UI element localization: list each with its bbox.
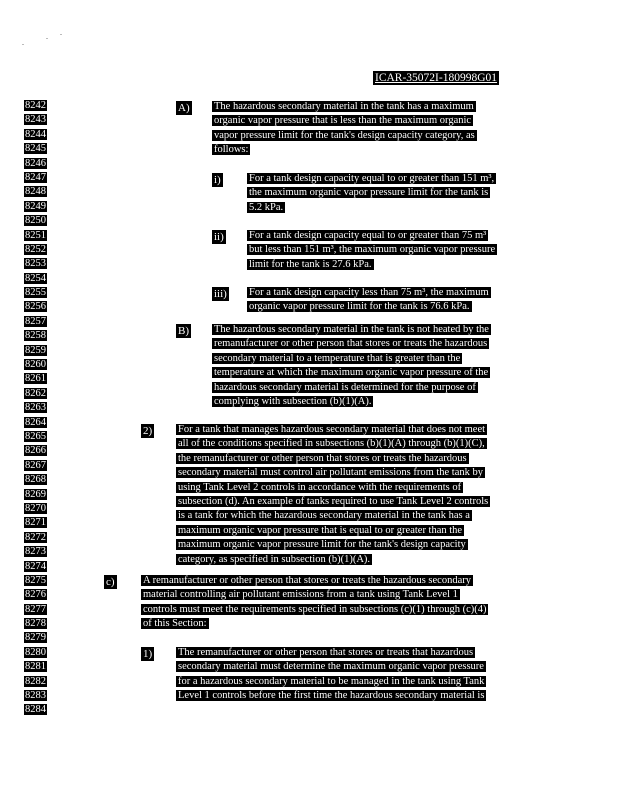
text-line: is a tank for which the hazardous secondary material in the tank has a (178, 510, 470, 522)
line-number: 8281 (25, 661, 46, 673)
text-line: For a tank design capacity equal to or greater than 151 m³, (249, 173, 495, 184)
text-line: controls must meet the requirements specified in subsections (c)(1) through (c)(4) (143, 603, 487, 615)
line-number: 8270 (25, 502, 46, 514)
text-line: organic vapor pressure limit for the tank is 76.6 kPa. (249, 301, 470, 313)
line-number: 8278 (25, 618, 46, 630)
text-line: Level 1 controls before the first time the hazardous secondary material is (178, 690, 485, 702)
text-line: for a hazardous secondary material to be managed in the tank using Tank (178, 675, 485, 687)
text-line: hazardous secondary material is determined for the purpose of (214, 381, 476, 393)
text-line: the remanufacturer or other person that stores or treats the hazardous (178, 452, 467, 464)
line-number: 8244 (25, 128, 46, 140)
line-number: 8266 (25, 445, 46, 457)
paragraph-i (247, 172, 496, 215)
text-line: 5.2 kPa. (249, 201, 284, 213)
paragraph-iii (247, 286, 491, 315)
line-number: 8247 (25, 171, 46, 183)
line-number: 8249 (25, 200, 46, 212)
line-number: 8271 (25, 517, 46, 529)
document-id-header: ICAR-35072I-180998G01 (375, 72, 498, 84)
text-line: subsection (d). An example of tanks required to use Tank Level 2 controls (178, 495, 489, 507)
text-line: A remanufacturer or other person that stores or treats the hazardous secondary (143, 575, 471, 586)
line-number: 8245 (25, 143, 46, 155)
line-number: 8248 (25, 186, 46, 198)
line-number: 8284 (25, 704, 46, 716)
scan-speck (46, 38, 48, 39)
line-number: 8263 (25, 402, 46, 414)
line-number: 8256 (25, 301, 46, 313)
text-line: the maximum organic vapor pressure limit for the tank is (249, 187, 489, 199)
line-number: 8246 (25, 157, 46, 169)
text-line: category, as specified in subsection (b)(1)(A). (178, 553, 371, 565)
section-label-ii: ii) (214, 231, 224, 243)
line-number: 8258 (25, 330, 46, 342)
text-line: For a tank that manages hazardous secondary material that does not meet (178, 424, 486, 435)
line-number: 8268 (25, 474, 46, 486)
text-line: organic vapor pressure that is less than the maximum organic (214, 115, 472, 127)
paragraph-B (212, 323, 491, 409)
line-number-gutter (24, 99, 54, 718)
line-number: 8269 (25, 488, 46, 500)
line-number: 8283 (25, 690, 46, 702)
scan-speck (22, 44, 24, 45)
line-number: 8251 (25, 229, 46, 241)
line-number: 8254 (25, 272, 46, 284)
line-number: 8259 (25, 344, 46, 356)
text-line: limit for the tank is 27.6 kPa. (249, 258, 372, 270)
section-label-i: i) (214, 174, 221, 186)
line-number: 8282 (25, 675, 46, 687)
text-line: remanufacturer or other person that stores or treats the hazardous (214, 338, 488, 350)
line-number: 8250 (25, 215, 46, 227)
line-number: 8265 (25, 430, 46, 442)
text-line: For a tank design capacity equal to or greater than 75 m³ (249, 230, 487, 241)
text-line: but less than 151 m³, the maximum organic vapor pressure (249, 244, 496, 256)
line-number: 8253 (25, 258, 46, 270)
line-number: 8274 (25, 560, 46, 572)
line-number: 8260 (25, 359, 46, 371)
line-number: 8280 (25, 646, 46, 658)
section-label-c1: 1) (143, 648, 153, 660)
text-line: The remanufacturer or other person that stores or treats that hazardous (178, 647, 474, 658)
text-line: secondary material to a temperature that is greater than the (214, 352, 461, 364)
scan-speck (60, 34, 62, 35)
section-label-A: A) (178, 102, 190, 114)
line-number: 8276 (25, 589, 46, 601)
text-line: maximum organic vapor pressure limit for the tank's design capacity (178, 539, 466, 551)
line-number: 8277 (25, 603, 46, 615)
line-number: 8252 (25, 243, 46, 255)
text-line: temperature at which the maximum organic vapor pressure of the (214, 367, 489, 379)
line-number: 8264 (25, 416, 46, 428)
text-line: all of the conditions specified in subsections (b)(1)(A) through (b)(1)(C), (178, 438, 485, 450)
text-line: follows: (214, 144, 249, 156)
text-line: complying with subsection (b)(1)(A). (214, 395, 372, 407)
line-number: 8279 (25, 632, 46, 644)
section-label-c: c) (106, 576, 115, 588)
text-line: secondary material must determine the maximum organic vapor pressure (178, 661, 484, 673)
line-number: 8242 (25, 100, 46, 111)
paragraph-ii (247, 229, 497, 272)
text-line: The hazardous secondary material in the tank is not heated by the (214, 324, 489, 335)
section-label-B: B) (178, 325, 189, 337)
line-number: 8272 (25, 531, 46, 543)
text-line: material controlling air pollutant emissions from a tank using Tank Level 1 (143, 589, 458, 601)
paragraph-c1 (176, 646, 486, 704)
text-line: secondary material must control air pollutant emissions from the tank by (178, 467, 484, 479)
text-line: maximum organic vapor pressure that is equal to or greater than the (178, 524, 463, 536)
text-line: The hazardous secondary material in the tank has a maximum (214, 101, 474, 112)
text-line: of this Section: (143, 618, 207, 630)
section-label-2: 2) (143, 425, 153, 437)
line-number: 8273 (25, 546, 46, 558)
text-line: using Tank Level 2 controls in accordance with the requirements of (178, 481, 462, 493)
line-number: 8243 (25, 114, 46, 126)
line-number: 8261 (25, 373, 46, 385)
paragraph-A (212, 100, 477, 158)
paragraph-2 (176, 423, 490, 567)
text-line: For a tank design capacity less than 75 m³, the maximum (249, 287, 489, 298)
line-number: 8267 (25, 459, 46, 471)
line-number: 8262 (25, 387, 46, 399)
line-number: 8257 (25, 315, 46, 327)
line-number: 8255 (25, 287, 46, 299)
line-number: 8275 (25, 574, 46, 586)
text-line: vapor pressure limit for the tank's design capacity category, as (214, 129, 475, 141)
paragraph-c (141, 574, 488, 632)
section-label-iii: iii) (214, 288, 227, 300)
